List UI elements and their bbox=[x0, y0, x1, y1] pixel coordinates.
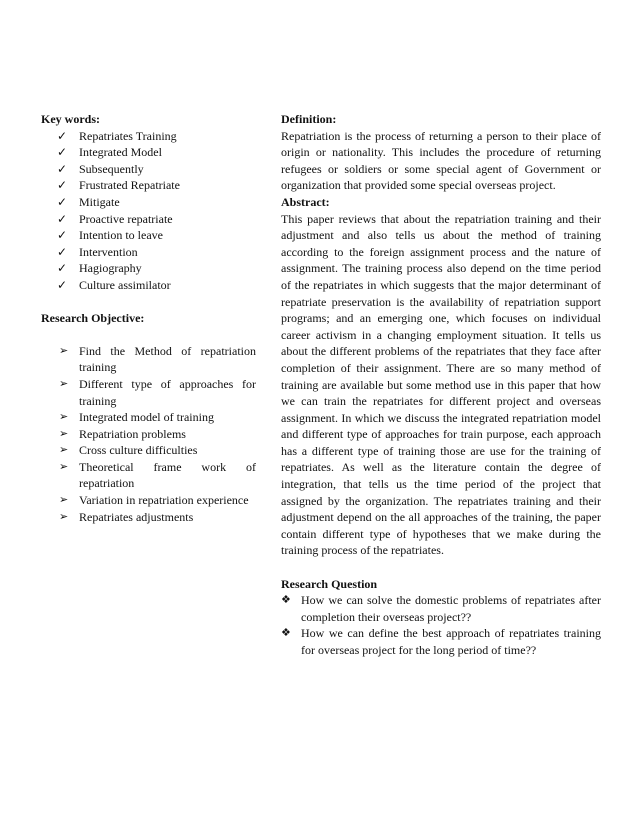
checkmark-icon: ✓ bbox=[57, 228, 68, 243]
keyword-item: ✓ Culture assimilator bbox=[57, 277, 171, 292]
keyword-item: ✓ Hagiography bbox=[57, 261, 142, 276]
research-question-item: ❖ How we can define the best approach of repatriates training for overseas project for the long period of time?? bbox=[281, 626, 601, 657]
diamond-bullet-icon: ❖ bbox=[281, 594, 291, 607]
research-objective-heading: Research Objective: bbox=[41, 311, 145, 326]
arrow-bullet-icon: ➢ bbox=[59, 510, 69, 523]
arrow-bullet-icon: ➢ bbox=[59, 377, 69, 390]
keyword-item: ✓ Integrated Model bbox=[57, 145, 162, 160]
objective-item: ➢ Repatriates adjustments bbox=[59, 509, 194, 524]
checkmark-icon: ✓ bbox=[57, 128, 68, 143]
left-column bbox=[41, 111, 256, 525]
keyword-item: ✓ Repatriates Training bbox=[57, 128, 177, 143]
checkmark-icon: ✓ bbox=[57, 261, 68, 276]
right-column bbox=[281, 111, 601, 659]
checkmark-icon: ✓ bbox=[57, 178, 68, 193]
checkmark-icon: ✓ bbox=[57, 145, 68, 160]
keywords-heading: Key words: bbox=[41, 112, 100, 126]
keyword-item: ✓ Proactive repatriate bbox=[57, 211, 173, 226]
spacer bbox=[41, 294, 256, 311]
keyword-item: ✓ Subsequently bbox=[57, 161, 144, 176]
objective-item: ➢ Different type of approaches for training bbox=[59, 376, 256, 408]
abstract-text: This paper reviews that about the repatriation training and their adjustment and also tells us about the method of training according to the foreign assignment process and the nature of assignment. The training process also depend on the time period of the repatriates in which suggests that the major determinant of repatriate preservation is the availability of repatriation support programs; and an emerging one, which focuses on individual career activism in a changing employment situation. It tells us about the different problems of the repatriates that they face after completion of their assignment. There are so many method of training are available but some method use in this paper that how we can train the repatriates for different project and overseas assignment. In which we discuss the integrated repatriation model and different type of approaches for train purpose, each approach has a different type of training those are use for the training of repatriates. As well as the literature contain the degree of integration, that tells us the time period of the project that assigned by the organization. The repatriates training and their adjustment depend on the all approaches of the training, the paper contain different type of hypotheses that we make during the training process of the repatriates. bbox=[281, 211, 601, 558]
arrow-bullet-icon: ➢ bbox=[59, 427, 69, 440]
spacer bbox=[281, 559, 601, 576]
objective-list bbox=[41, 343, 256, 526]
research-question-heading: Research Question bbox=[281, 576, 378, 591]
objective-item: ➢ Cross culture difficulties bbox=[59, 443, 198, 458]
keyword-item: ✓ Frustrated Repatriate bbox=[57, 178, 180, 193]
objective-item: ➢ Integrated model of training bbox=[59, 410, 214, 425]
checkmark-icon: ✓ bbox=[57, 244, 68, 259]
abstract-heading: Abstract: bbox=[281, 194, 330, 209]
checkmark-icon: ✓ bbox=[57, 194, 68, 209]
objective-item: ➢ Variation in repatriation experience bbox=[59, 493, 249, 508]
arrow-bullet-icon: ➢ bbox=[59, 344, 69, 357]
objective-item: ➢ Theoretical frame work of repatriation bbox=[59, 459, 256, 491]
arrow-bullet-icon: ➢ bbox=[59, 444, 69, 457]
diamond-bullet-icon: ❖ bbox=[281, 627, 291, 640]
keywords-list bbox=[41, 128, 256, 294]
arrow-bullet-icon: ➢ bbox=[59, 494, 69, 507]
checkmark-icon: ✓ bbox=[57, 277, 68, 292]
objective-item: ➢ Find the Method of repatriation training bbox=[59, 343, 256, 375]
arrow-bullet-icon: ➢ bbox=[59, 460, 69, 473]
research-question-item: ❖ How we can solve the domestic problems of repatriates after completion their overseas project?? bbox=[281, 593, 601, 624]
definition-heading: Definition: bbox=[281, 112, 337, 126]
research-question-list bbox=[281, 592, 601, 658]
keyword-item: ✓ Intention to leave bbox=[57, 228, 163, 243]
checkmark-icon: ✓ bbox=[57, 161, 68, 176]
checkmark-icon: ✓ bbox=[57, 211, 68, 226]
definition-text: Repatriation is the process of returning a person to their place of origin or nationality. This includes the procedure of returning refugees or soldiers or some special agent of Government or organization that provided some special overseas project. bbox=[281, 128, 601, 193]
objective-item: ➢ Repatriation problems bbox=[59, 426, 186, 441]
keyword-item: ✓ Mitigate bbox=[57, 194, 120, 209]
keyword-item: ✓ Intervention bbox=[57, 244, 138, 259]
arrow-bullet-icon: ➢ bbox=[59, 411, 69, 424]
